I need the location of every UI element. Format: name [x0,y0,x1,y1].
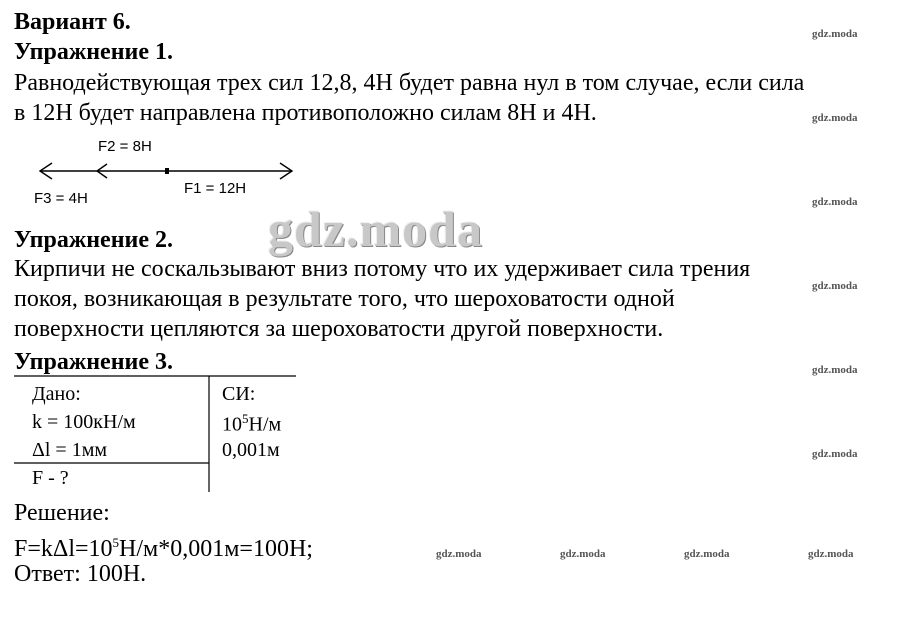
si-k: $10^5Н/м$ [222,411,282,436]
f1-label: F1 = 12H [184,180,247,197]
si-header: СИ: [222,383,256,405]
exercise-2-text-line: покоя, возникающая в результате того, что шероховатости одной [14,286,675,312]
exercise-1-heading: Упражнение 1. [14,39,174,65]
watermark-text: gdz.moda [812,280,858,292]
f3-label: F3 = 4H [34,190,88,207]
given-dl: Δl = 1мм [32,439,108,461]
exercise-3-heading: Упражнение 3. [14,349,174,375]
watermark-text: gdz.moda [560,548,606,560]
watermark-text: gdz.moda [812,364,858,376]
exercise-1-text-line: Равнодействующая трех сил 12,8, 4Н будет равна нул в том случае, если сила [14,70,805,96]
watermark-text: gdz.moda [808,548,854,560]
watermark-text: gdz.moda [812,448,858,460]
force-diagram [30,160,310,190]
answer-text: Ответ: 100Н. [14,561,147,587]
watermark-text: gdz.moda [812,28,858,40]
application-point [165,168,169,174]
f2-label: F2 = 8H [98,138,152,155]
find-value: F - ? [32,467,69,489]
watermark-text: gdz.moda [436,548,482,560]
solution-formula: $F=k\Delta l=10^5Н/м*0,001м=100Н$; [14,535,313,562]
watermark-text: gdz.moda [812,112,858,124]
solution-label: Решение: [14,500,110,526]
given-k: k = 100кН/м [32,411,136,433]
watermark-text: gdz.moda [812,196,858,208]
variant-title: Вариант 6. [14,9,131,35]
exercise-2-text-line: поверхности цепляются за шероховатости другой поверхности. [14,316,664,342]
exercise-2-heading: Упражнение 2. [14,227,174,253]
watermark-text: gdz.moda [684,548,730,560]
watermark-logo: gdz.moda [268,201,483,257]
exercise-2-text-line: Кирпичи не соскальзывают вниз потому что их удерживает сила трения [14,256,751,282]
given-header: Дано: [32,383,81,405]
si-dl: 0,001м [222,439,280,461]
exercise-1-text-line: в 12Н будет направлена противоположно силам 8Н и 4Н. [14,100,597,126]
